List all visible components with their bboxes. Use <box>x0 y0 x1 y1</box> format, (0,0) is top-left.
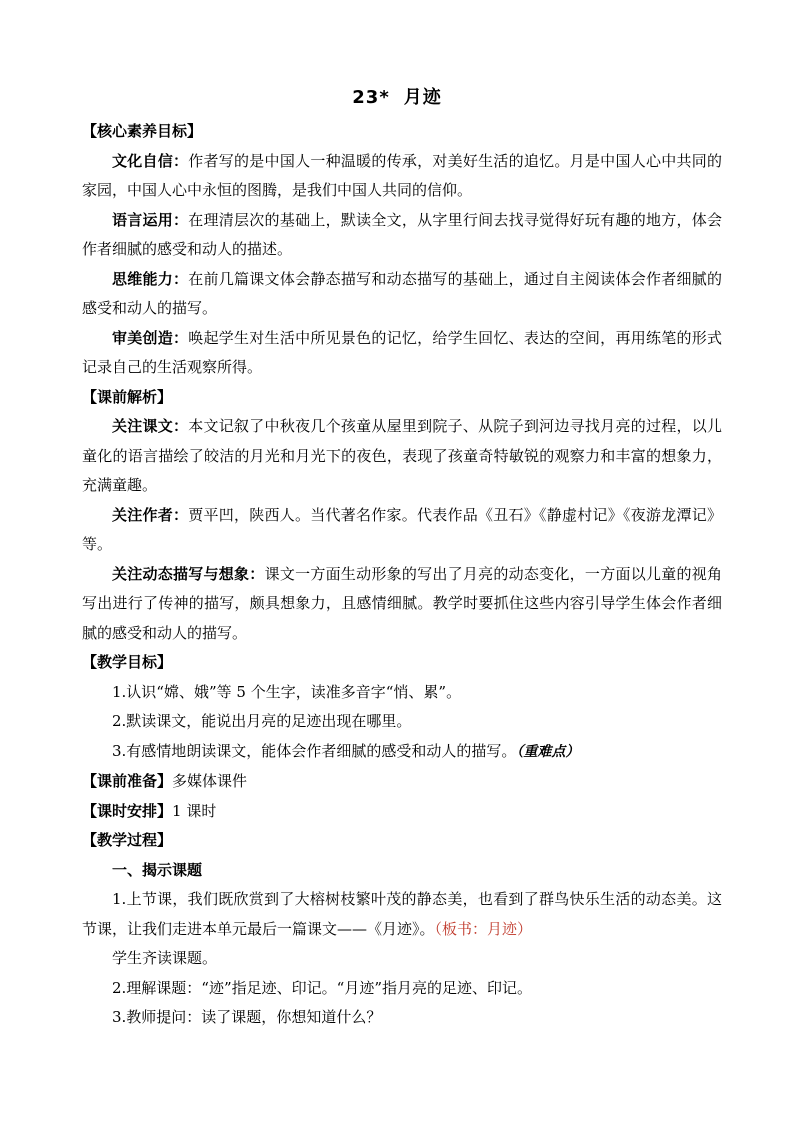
process-item-4: 3.教师提问：读了课题，你想知道什么？ <box>112 1008 382 1026</box>
schedule-text: 1 课时 <box>172 801 217 820</box>
process-item-2: 学生齐读课题。 <box>112 949 218 967</box>
analysis-author-label: 关注作者： <box>112 505 189 524</box>
goal-thinking <box>82 265 722 324</box>
goal-culture <box>82 147 722 206</box>
lesson-title-text: 月迹 <box>403 87 442 108</box>
goal-aesthetic-label: 审美创造： <box>112 328 189 347</box>
lesson-number: 23* <box>352 87 390 108</box>
preparation-line <box>82 767 722 797</box>
key-point-mark: （重难点） <box>516 743 580 760</box>
goal-language-label: 语言运用： <box>112 210 189 229</box>
analysis-text-body: 本文记叙了中秋夜几个孩童从屋里到院子、从院子到河边寻找月亮的过程，以儿童化的语言描绘了皎洁的月光和月光下的夜色，表现了孩童奇特敏锐的观察力和丰富的想象力，充满童趣。 <box>82 417 722 494</box>
goal-aesthetic-text: 唤起学生对生活中所见景色的记忆，给学生回忆、表达的空间，再用练笔的形式记录自己的生活观察所得。 <box>82 328 722 376</box>
goal-thinking-text: 在前几篇课文体会静态描写和动态描写的基础上，通过自主阅读体会作者细腻的感受和动人的描写。 <box>82 269 722 317</box>
teaching-goal-1: 1.认识“嫦、娥”等 5 个生字，读准多音字“悄、累”。 <box>112 682 462 701</box>
analysis-description-body: 课文一方面生动形象的写出了月亮的动态变化，一方面以儿童的视角写出进行了传神的描写，颇具想象力，且感情细腻。教学时要抓住这些内容引导学生体会作者细腻的感受和动人的描写。 <box>82 564 722 642</box>
teaching-goal-2: 2.默读课文，能说出月亮的足迹出现在哪里。 <box>112 712 412 730</box>
process-item-1-text: 1.上节课，我们既欣赏到了大榕树枝繁叶茂的静态美，也看到了群鸟快乐生活的动态美。这节课，让我们走进本单元最后一篇课文——《月迹》。 <box>82 890 722 938</box>
goal-aesthetic <box>82 324 722 383</box>
schedule-heading: 【课时安排】 <box>82 801 173 820</box>
goal-thinking-label: 思维能力： <box>112 269 189 288</box>
process-item-1 <box>82 885 722 944</box>
document-body <box>82 117 722 1033</box>
analysis-text-label: 关注课文： <box>112 417 189 435</box>
teaching-goal-3-text: 3.有感情地朗读课文，能体会作者细腻的感受和动人的描写。 <box>112 741 517 760</box>
board-note: （板书：月迹） <box>434 919 533 938</box>
analysis-author-body: 贾平凹，陕西人。当代著名作家。代表作品《丑石》《静虚村记》《夜游龙潭记》等。 <box>82 505 722 553</box>
process-item-3: 2.理解课题：“迹”指足迹、印记。“月迹”指月亮的足迹、印记。 <box>112 978 532 997</box>
preparation-text: 多媒体课件 <box>172 772 248 790</box>
goal-language <box>82 206 722 265</box>
analysis-author <box>82 501 722 560</box>
teaching-goals-heading: 【教学目标】 <box>82 653 173 671</box>
lesson-title <box>0 86 794 110</box>
goal-culture-label: 文化自信： <box>112 151 189 170</box>
goal-language-text: 在理清层次的基础上，默读全文，从字里行间去找寻觉得好玩有趣的地方，体会作者细腻的感受和动人的描述。 <box>82 210 722 258</box>
core-goals-heading: 【核心素养目标】 <box>82 122 203 140</box>
teaching-goal-3 <box>82 737 722 768</box>
schedule-line <box>82 797 722 827</box>
analysis-description <box>82 560 722 649</box>
analysis-description-label: 关注动态描写与想象： <box>112 564 265 583</box>
process-heading: 【教学过程】 <box>82 831 173 849</box>
process-step-title: 一、揭示课题 <box>112 860 203 879</box>
pre-analysis-heading: 【课前解析】 <box>82 387 173 406</box>
preparation-heading: 【课前准备】 <box>82 772 173 790</box>
analysis-text <box>82 412 722 501</box>
goal-culture-text: 作者写的是中国人一种温暖的传承，对美好生活的追忆。月是中国人心中共同的家园，中国人心中永恒的图腾，是我们中国人共同的信仰。 <box>82 151 722 199</box>
